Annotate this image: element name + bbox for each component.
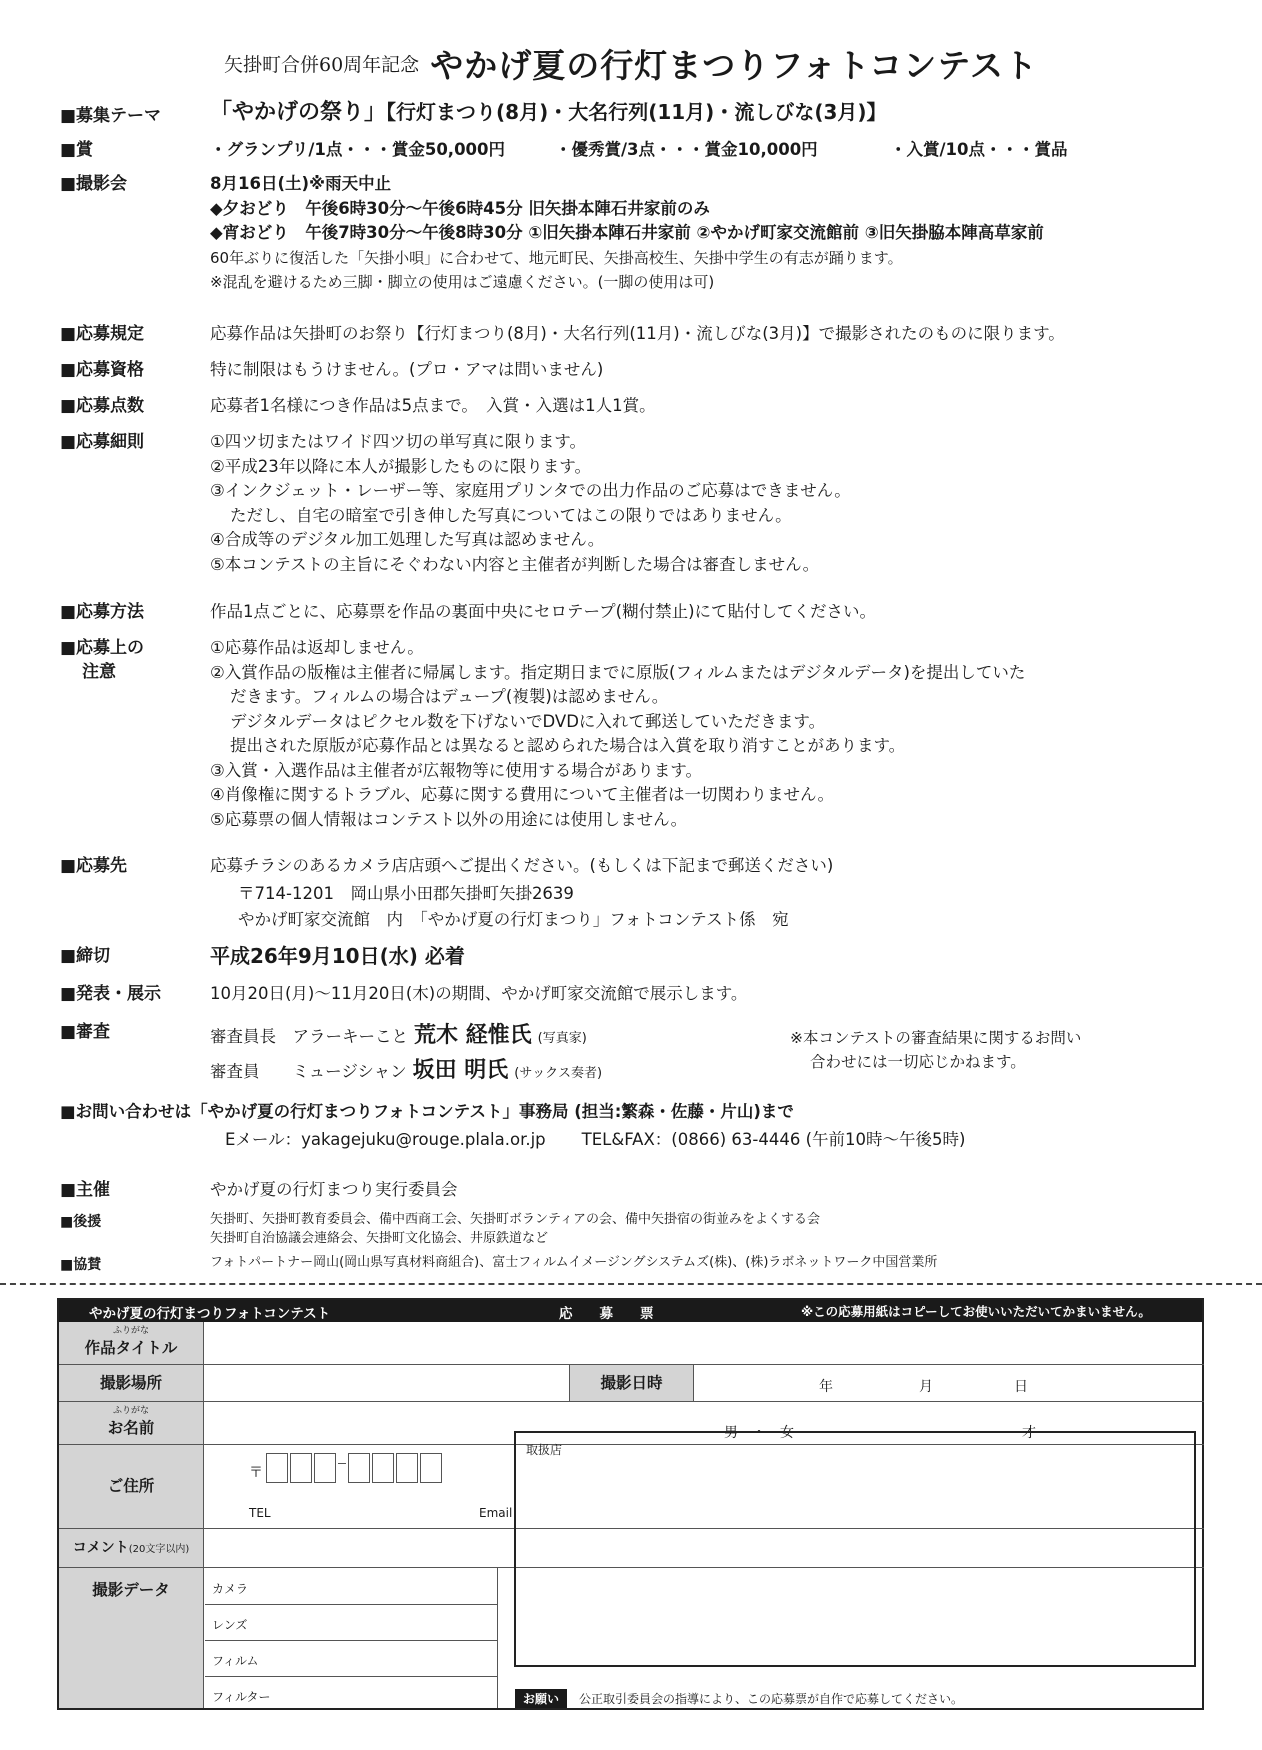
label-destination: ■応募先 xyxy=(60,856,128,876)
label-notes: ■応募上の xyxy=(60,638,145,658)
contact-email: Eメール：yakagejuku@rouge.plala.or.jp xyxy=(225,1129,546,1149)
label-place: 撮影場所 xyxy=(59,1365,204,1401)
shoot-date: 8月16日(土)※雨天中止 xyxy=(210,174,392,193)
details-3: ③インクジェット・レーザー等、家庭用プリンタでの出力作品のご応募はできません。 xyxy=(210,481,851,500)
shoot-note: ※混乱を避けるため三脚・脚立の使用はご遠慮ください。(一脚の使用は可) xyxy=(210,273,715,291)
request-badge: お願い xyxy=(515,1689,567,1708)
prize-excellent: ・優秀賞/3点・・・賞金10,000円 xyxy=(555,140,818,159)
label-comment: コメント(20文字以内) xyxy=(59,1529,204,1567)
rules-text: 応募作品は矢掛町のお祭り【行灯まつり(8月)・大名行列(11月)・流しびな(3月)】で撮影されたのものに限ります。 xyxy=(210,324,1065,343)
shoot-desc: 60年ぶりに復活した「矢掛小唄」に合わせて、地元町民、矢掛高校生、矢掛中学生の有志が踊ります。 xyxy=(210,248,903,267)
date-month: 月 xyxy=(919,1379,933,1395)
work-title-field[interactable] xyxy=(205,1322,1203,1364)
label-shoot-data: 撮影データ xyxy=(59,1568,204,1708)
shop-label: 取扱店 xyxy=(526,1443,563,1457)
eligibility-text: 特に制限はもうけません。(プロ・アマは問いません) xyxy=(210,360,604,379)
notes-4: ④肖像権に関するトラブル、応募に関する費用について主催者は一切関わりません。 xyxy=(210,785,834,804)
dest-address: 〒714-1201 岡山県小田郡矢掛町矢掛2639 xyxy=(238,883,574,903)
dest-office: やかげ町家交流館 内 「やかげ夏の行灯まつり」フォトコンテスト係 宛 xyxy=(238,909,789,929)
details-2: ②平成23年以降に本人が撮影したものに限ります。 xyxy=(210,456,591,476)
notes-2: ②入賞作品の版権は主催者に帰属します。指定期日までに原版(フィルムまたはデジタルデータ)を提出していた xyxy=(210,662,1026,682)
camera-field[interactable] xyxy=(289,1570,494,1602)
details-4: ④合成等のデジタル加工処理した写真は認めません。 xyxy=(210,530,605,549)
date-year: 年 xyxy=(819,1379,833,1395)
gender-select[interactable]: 男 ・ 女 xyxy=(724,1425,794,1441)
details-5: ⑤本コンテストの主旨にそぐわない内容と主催者が判断した場合は審査しません。 xyxy=(210,554,820,574)
date-field[interactable] xyxy=(695,1365,1203,1401)
shoot-evening: ◆夕おどり 午後6時30分～午後6時45分 旧矢掛本陣石井家前のみ xyxy=(210,198,710,218)
contact-tel: TEL&FAX：(0866) 63-4446 (午前10時～午後5時) xyxy=(581,1129,966,1149)
judge-chief-profession: (写真家) xyxy=(537,1031,587,1046)
place-field[interactable] xyxy=(205,1365,569,1401)
label-details: ■応募細則 xyxy=(60,432,145,452)
notes-2b: だきます。フィルムの場合はデュープ(複製)は認めません。 xyxy=(230,687,669,706)
lens-field[interactable] xyxy=(289,1606,494,1638)
notes-3: ③入賞・入選作品は主催者が広報物等に使用する場合があります。 xyxy=(210,760,702,780)
deadline-text: 平成26年9月10日(水) 必着 xyxy=(210,944,465,968)
details-1: ①四ツ切またはワイド四ツ切の単写真に限ります。 xyxy=(210,432,586,451)
exhibit-text: 10月20日(月)～11月20日(木)の期間、やかげ町家交流館で展示します。 xyxy=(210,984,748,1003)
judge-member-role: 審査員 ミュージシャン xyxy=(210,1062,407,1081)
postal-digit[interactable] xyxy=(266,1453,288,1483)
support-2: 矢掛町自治協議会連絡会、矢掛町文化協会、井原鉄道など xyxy=(210,1231,549,1246)
form-header-note: ※この応募用紙はコピーしてお使いいただいてかまいません。 xyxy=(801,1304,1151,1319)
filter-field[interactable] xyxy=(289,1678,494,1706)
title-main: やかげ夏の行灯まつりフォトコンテスト xyxy=(430,46,1038,85)
judge-note-2: 合わせには一切応じかねます。 xyxy=(810,1053,1026,1071)
form-header-center: 応 募 票 xyxy=(559,1306,654,1322)
judge-member-profession: (サックス奏者) xyxy=(514,1066,603,1081)
camera-label: カメラ xyxy=(212,1582,249,1596)
shoot-night: ◆宵おどり 午後7時30分～午後8時30分 ①旧矢掛本陣石井家前 ②やかげ町家交流館前 ③旧矢掛脇本陣高草家前 xyxy=(210,223,1044,242)
sponsor-text: フォトパートナー岡山(岡山県写真材料商組合)、富士フィルムイメージングシステムズ(株)、(株)ラボネットワーク中国営業所 xyxy=(210,1255,938,1270)
cut-line xyxy=(0,1283,1262,1285)
postal-digit[interactable] xyxy=(314,1453,336,1483)
postal-digit[interactable] xyxy=(348,1453,370,1483)
organizer-text: やかげ夏の行灯まつり実行委員会 xyxy=(210,1180,458,1199)
label-date: 撮影日時 xyxy=(569,1365,694,1401)
label-support: ■後援 xyxy=(60,1214,102,1230)
notes-2c: デジタルデータはピクセル数を下げないでDVDに入れて郵送していただきます。 xyxy=(230,711,826,731)
email-label: Email xyxy=(479,1506,513,1520)
notes-1: ①応募作品は返却しません。 xyxy=(210,638,424,657)
judge-member-name: 坂田 明氏 xyxy=(412,1058,509,1083)
label-exhibit: ■発表・展示 xyxy=(60,984,162,1004)
tel-label: TEL xyxy=(249,1506,271,1520)
postal-mark: 〒 xyxy=(249,1465,263,1481)
label-count: ■応募点数 xyxy=(60,396,145,416)
notes-2d: 提出された原版が応募作品とは異なると認められた場合は入賞を取り消すことがあります。 xyxy=(230,736,906,755)
method-text: 作品1点ごとに、応募票を作品の裏面中央にセロテープ(糊付禁止)にて貼付してください。 xyxy=(210,602,877,621)
postal-digit[interactable] xyxy=(420,1453,442,1483)
details-3b: ただし、自宅の暗室で引き伸した写真についてはこの限りではありません。 xyxy=(230,505,792,525)
label-organizer: ■主催 xyxy=(60,1180,111,1200)
filter-label: フィルター xyxy=(212,1690,271,1704)
label-name: ふりがな お名前 xyxy=(59,1402,204,1444)
label-judge: ■審査 xyxy=(60,1022,111,1042)
postal-digit[interactable] xyxy=(396,1453,418,1483)
support-1: 矢掛町、矢掛町教育委員会、備中西商工会、矢掛町ボランティアの会、備中矢掛宿の街並みをよくする会 xyxy=(210,1212,820,1227)
theme-main: 「やかげの祭り」 xyxy=(210,100,387,125)
label-address: ご住所 xyxy=(59,1445,204,1528)
lens-label: レンズ xyxy=(212,1618,248,1632)
contact-text: ■お問い合わせは「やかげ夏の行灯まつりフォトコンテスト」事務局 (担当:繁森・佐藤・片山)まで xyxy=(60,1102,794,1121)
judge-note-1: ※本コンテストの審査結果に関するお問い xyxy=(790,1029,1082,1047)
label-theme: ■募集テーマ xyxy=(60,106,162,126)
postal-code-boxes[interactable] xyxy=(266,1453,444,1483)
postal-digit[interactable] xyxy=(290,1453,312,1483)
shop-box[interactable] xyxy=(514,1431,1196,1667)
count-text: 応募者1名様につき作品は5点まで。 入賞・入選は1人1賞。 xyxy=(210,396,656,415)
label-shoot: ■撮影会 xyxy=(60,174,128,194)
label-work-title: ふりがな 作品タイトル xyxy=(59,1322,204,1364)
form-header xyxy=(59,1300,1202,1322)
film-label: フィルム xyxy=(212,1654,259,1668)
postal-digit[interactable] xyxy=(372,1453,394,1483)
title-subtitle: 矢掛町合併60周年記念 xyxy=(224,54,420,76)
label-method: ■応募方法 xyxy=(60,602,145,622)
notes-5: ⑤応募票の個人情報はコンテスト以外の用途には使用しません。 xyxy=(210,809,688,829)
age-unit: 才 xyxy=(1022,1425,1036,1441)
prize-grand: ・グランプリ/1点・・・賞金50,000円 xyxy=(210,140,506,159)
film-field[interactable] xyxy=(289,1642,494,1674)
judge-chief-name: 荒木 経惟氏 xyxy=(414,1023,532,1048)
entry-form xyxy=(57,1298,1204,1710)
label-sponsor: ■協賛 xyxy=(60,1257,102,1273)
judge-chief-role: 審査員長 アラーキーこと xyxy=(210,1027,408,1046)
theme-rest: 【行灯まつり(8月)・大名行列(11月)・流しびな(3月)】 xyxy=(386,100,887,124)
dest-1: 応募チラシのあるカメラ店店頭へご提出ください。(もしくは下記まで郵送ください) xyxy=(210,856,834,875)
form-header-title: やかげ夏の行灯まつりフォトコンテスト xyxy=(89,1306,331,1322)
label-eligibility: ■応募資格 xyxy=(60,360,145,380)
label-prize: ■賞 xyxy=(60,140,94,160)
footer-note: 公正取引委員会の指導により、この応募票が自作で応募してください。 xyxy=(579,1692,964,1706)
label-deadline: ■締切 xyxy=(60,946,111,966)
date-day: 日 xyxy=(1014,1379,1028,1395)
page-title xyxy=(0,40,1262,87)
label-notes-2: 注意 xyxy=(82,662,116,682)
label-rules: ■応募規定 xyxy=(60,324,145,344)
prize-entry: ・入賞/10点・・・賞品 xyxy=(890,140,1068,159)
